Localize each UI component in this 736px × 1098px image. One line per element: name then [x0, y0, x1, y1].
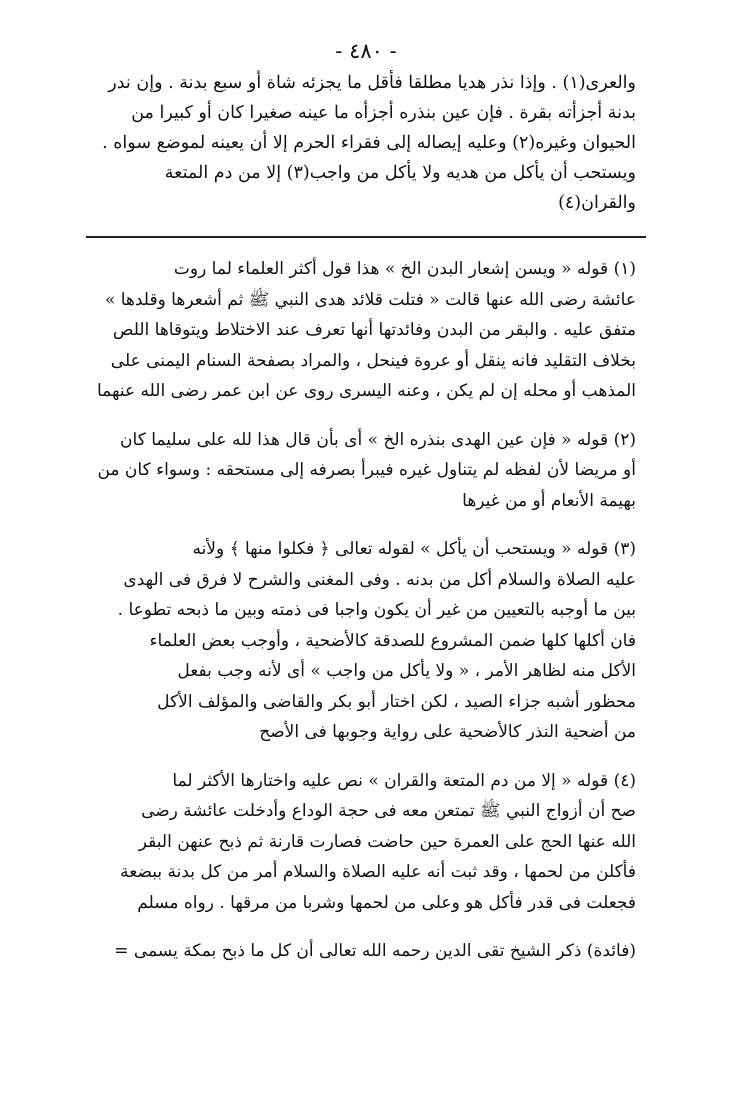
footnote-line: من أضحية النذر كالأضحية على رواية وجوبها فى الأصح: [259, 722, 636, 742]
footnote-1: [96, 254, 636, 407]
footnote-line: الله عنها الحج على العمرة حين حاضت فصارت قارنة ثم ذبح عنهن البقر: [138, 831, 636, 852]
footnote-3: [96, 534, 636, 748]
footnote-line: الأكل منه لظاهر الأمر ، « ولا يأكل من واجب » أى لأنه وجب بفعل: [177, 661, 636, 681]
main-line: ويستحب أن يأكل من هديه ولا يأكل من واجب(٣) إلا من دم المتعة: [164, 163, 636, 183]
footnote-line: فجعلت فى قدر فأكل هو وعلى من لحمها وشربا من مرقها . رواه مسلم: [137, 892, 636, 913]
footnote-line: (٢) قوله « فإن عين الهدى بنذره الخ » أى بأن قال هذا لله على سليما كان: [120, 429, 636, 450]
footnote-line: المذهب أو محله إن لم يكن ، وعنه اليسرى روى عن ابن عمر رضى الله عنهما: [97, 381, 636, 401]
main-text: [96, 68, 636, 218]
footnote-line: عليه الصلاة والسلام أكل من بدنه . وفى المغنى والشرح لا فرق فى الهدى: [123, 569, 636, 590]
footnote-line: أو مريضا لأن لفظه لم يتناول غيره فيبرأ بصرفه إلى مستحقه : وسواء كان من: [97, 460, 636, 480]
benefit-note: (فائدة) ذكر الشيخ تقى الدين رحمه الله تعالى أن كل ما ذبح بمكة يسمى =: [114, 941, 636, 961]
footnote-line: صح أن أزواج النبي ﷺ تمتعن معه فى حجة الوداع وأدخلت عائشة رضى: [141, 801, 636, 821]
footnote-2: [96, 425, 636, 517]
main-line: الحيوان وغيره(٢) وعليه إيصاله إلى فقراء الحرم إلا أن يعينه لموضع سواه .: [102, 133, 636, 153]
footnote-divider: [86, 236, 646, 238]
main-line: والعرى(١) . وإذا نذر هديا مطلقا فأقل ما يجزئه شاة أو سبع بدنة . وإن ندر: [108, 73, 636, 93]
main-line: بدنة أجزأته بقرة . فإن عين بنذره أجزأه ما عينه صغيرا كان أو كبيرا من: [131, 103, 636, 123]
main-line: والقران(٤): [558, 193, 636, 213]
footnote-line: فأكلن من لحمها ، وقد ثبت أنه عليه الصلاة والسلام أمر من كل بدنة ببضعة: [120, 862, 636, 882]
footnote-4: [96, 766, 636, 919]
footnote-line: محظور أشبه جزاء الصيد ، لكن اختار أبو بكر والقاضى والمؤلف الأكل: [157, 691, 636, 712]
footnote-line: (٤) قوله « إلا من دم المتعة والقران » نص عليه واختارها الأكثر لما: [172, 770, 636, 791]
footnote-line: بخلاف التقليد فانه ينقل أو عروة فينحل ، والمراد بصفحة السنام اليمنى على: [110, 350, 636, 371]
footnote-line: فان أكلها كلها ضمن المشروع للصدقة كالأضحية ، وأوجب بعض العلماء: [149, 630, 636, 651]
footnote-line: بين ما أوجبه بالتعيين من غير أن يكون واجبا فى ذمته وبين ما ذبحه تطوعا .: [117, 600, 636, 620]
footnote-line: متفق عليه . والبقر من البدن وفائدتها أنها تعرف عند الاختلاط ويتوقاها اللص: [112, 320, 636, 340]
page-number: - ٤٨٠ -: [335, 39, 397, 63]
footnote-line: (١) قوله « ويسن إشعار البدن الخ » هذا قول أكثر العلماء لما روت: [173, 259, 636, 279]
footnote-line: (٣) قوله « ويستحب أن يأكل » لقوله تعالى ﴿ فكلوا منها ﴾ ولأنه: [192, 539, 636, 559]
footnote-line: بهيمة الأنعام أو من غيرها: [462, 490, 636, 511]
footnote-line: عائشة رضى الله عنها قالت « فتلت قلائد هدى النبي ﷺ ثم أشعرها وقلدها »: [104, 289, 636, 310]
